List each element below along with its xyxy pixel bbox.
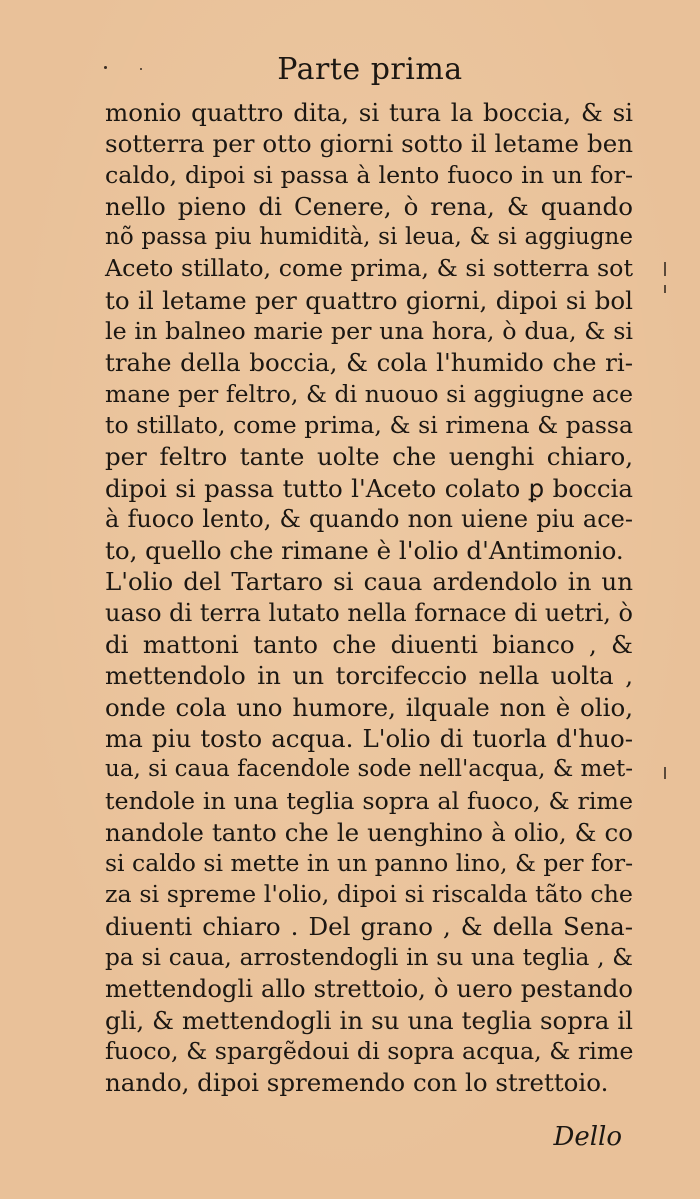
text-line: onde cola uno humore, ilquale non è olio, [105, 692, 633, 722]
ink-speck [140, 68, 142, 70]
text-line: sotterra per otto giorni sotto il letame ben [105, 129, 633, 159]
text-line: gli, & mettendogli in su una teglia sopra il [105, 1005, 633, 1035]
catchword: Dello [553, 1122, 622, 1152]
text-line: nando, dipoi spremendo con lo strettoio. [105, 1068, 609, 1098]
text-line: pa si caua, arrostendogli in su una teglia , & [105, 944, 633, 972]
margin-mark [664, 285, 666, 293]
text-line: di mattoni tanto che diuenti bianco , & [105, 630, 633, 660]
text-line: to il letame per quattro giorni, dipoi si bol [105, 285, 633, 315]
text-line: caldo, dipoi si passa à lento fuoco in un for- [105, 160, 633, 189]
text-line: to stillato, come prima, & si rimena & passa [105, 410, 633, 439]
text-line: mettendolo in un torcifeccio nella uolta , [105, 661, 633, 691]
text-line: mettendogli allo strettoio, ò uero pestando [105, 974, 633, 1004]
text-line: monio quattro dita, si tura la boccia, & si [105, 98, 633, 127]
text-line: à fuoco lento, & quando non uiene piu ace- [105, 504, 633, 533]
running-head: Parte prima [277, 52, 463, 87]
text-line: fuoco, & spargẽdoui di sopra acqua, & rime [105, 1036, 634, 1065]
ink-speck [104, 66, 107, 69]
text-line: tendole in una teglia sopra al fuoco, & rime [105, 786, 633, 815]
text-line: za si spreme l'olio, dipoi si riscalda tãto che [105, 880, 633, 909]
margin-mark [664, 767, 666, 779]
text-line: nõ passa piu humidità, si leua, & si aggiugne [105, 224, 633, 251]
text-line: ma piu tosto acqua. L'olio di tuorla d'huo- [105, 723, 633, 753]
text-line: ua, si caua facendole sode nell'acqua, & met- [105, 756, 633, 783]
text-line: mane per feltro, & di nuouo si aggiugne ace [105, 379, 633, 408]
text-line: dipoi si passa tutto l'Aceto colato ꝑ boccia [105, 473, 633, 503]
text-line: per feltro tante uolte che uenghi chiaro, [105, 442, 633, 472]
text-line: L'olio del Tartaro si caua ardendolo in un [105, 567, 633, 597]
margin-mark [664, 262, 666, 276]
text-line: nandole tanto che le uenghino à olio, & co [105, 817, 633, 847]
text-line: le in balneo marie per una hora, ò dua, & si [105, 317, 633, 346]
text-line: nello pieno di Cenere, ò rena, & quando [105, 191, 633, 221]
text-line: Aceto stillato, come prima, & si sotterra sot [105, 254, 633, 283]
text-line: diuenti chiaro . Del grano , & della Sena- [105, 911, 633, 941]
text-line: si caldo si mette in un panno lino, & per for- [105, 849, 634, 878]
text-line: trahe della boccia, & cola l'humido che ri- [105, 348, 633, 378]
text-line: to, quello che rimane è l'olio d'Antimonio. [105, 536, 624, 566]
text-line: uaso di terra lutato nella fornace di uetri, ò [105, 598, 633, 627]
body-text [105, 97, 633, 1099]
